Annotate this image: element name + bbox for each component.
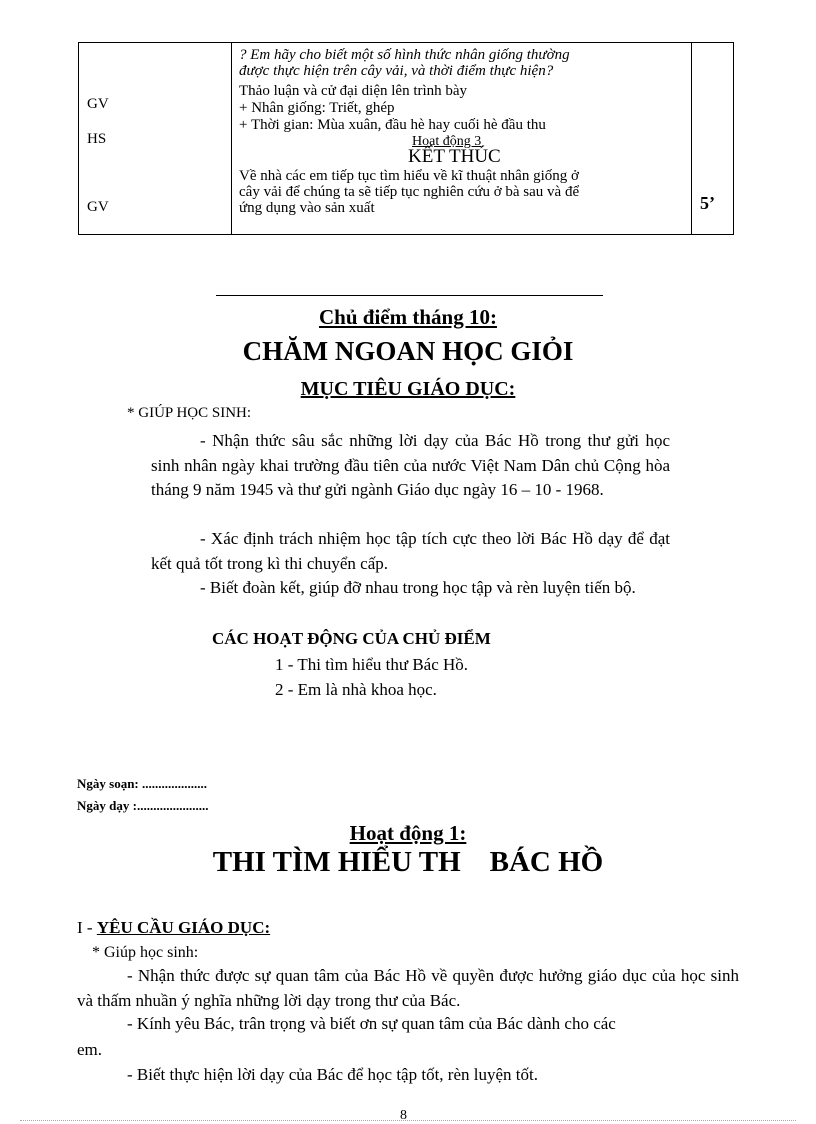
requirements-prefix: I - xyxy=(77,918,97,937)
help-students-label-2: * Giúp học sinh: xyxy=(92,944,199,961)
role-column xyxy=(79,43,232,235)
help-students-label: * GIÚP HỌC SINH: xyxy=(127,405,252,421)
time-column xyxy=(692,43,734,235)
activity-3-label: Hoạt động 3 xyxy=(412,134,482,149)
requirements-heading xyxy=(77,918,270,938)
discuss-line: Thảo luận và cử đại diện lên trình bày xyxy=(239,83,468,99)
requirements-title: YÊU CẦU GIÁO DỤC: xyxy=(96,918,271,937)
theme-heading: Chủ điểm tháng 10: xyxy=(319,305,497,329)
role-gv-1: GV xyxy=(87,96,109,112)
goal-2: - Xác định trách nhiệm học tập tích cực theo lời Bác Hồ dạy để đạt kết quả tốt trong kì thi chuyển cấp. xyxy=(151,529,670,573)
role-gv-2: GV xyxy=(87,199,109,215)
answer-line-1: + Nhân giống: Triết, ghép xyxy=(239,100,395,116)
homework-line-2: cây vải để chúng ta sẽ tiếp tục nghiên cứu ở bà sau và để xyxy=(239,184,580,200)
answer-line-2: + Thời gian: Mùa xuân, đầu hè hay cuối hè đầu thu xyxy=(239,117,546,133)
footer-divider xyxy=(20,1120,796,1121)
requirement-2-line-1: - Kính yêu Bác, trân trọng và biết ơn sự quan tâm của Bác dành cho các xyxy=(127,1014,616,1033)
homework-line-3: ứng dụng vào sản xuất xyxy=(239,200,375,216)
activities-heading: CÁC HOẠT ĐỘNG CỦA CHỦ ĐIỂM xyxy=(212,629,491,648)
role-hs: HS xyxy=(87,131,107,147)
goals-heading: MỤC TIÊU GIÁO DỤC: xyxy=(300,378,516,400)
page-number: 8 xyxy=(400,1108,407,1123)
goal-1: - Nhận thức sâu sắc những lời dạy của Bác Hồ trong thư gửi học sinh nhân ngày khai trường đầu tiên của nước Việt Nam Dân chủ Cộng hòa tháng 9 năm 1945 và thư gửi ngành Giáo dục ngày 16 – 10 - 1968. xyxy=(151,431,670,499)
goal-3: - Biết đoàn kết, giúp đỡ nhau trong học tập và rèn luyện tiến bộ. xyxy=(200,578,636,597)
requirement-1 xyxy=(77,964,739,1013)
activity-1-label: Hoạt động 1: xyxy=(349,821,467,845)
date-prepared: Ngày soạn: .................... xyxy=(77,776,208,791)
time-value: 5’ xyxy=(700,193,715,213)
content-column xyxy=(232,43,692,235)
date-taught: Ngày dạy :...................... xyxy=(77,798,209,813)
divider-line xyxy=(216,295,603,296)
activity-3-title: KẾT THÚC xyxy=(408,146,501,167)
homework-line-1: Về nhà các em tiếp tục tìm hiểu về kĩ thuật nhân giống ở xyxy=(239,168,579,184)
activity-item-2: 2 - Em là nhà khoa học. xyxy=(275,680,437,699)
activity-item-1: 1 - Thi tìm hiểu thư Bác Hồ. xyxy=(275,655,469,674)
activity-1-title: THI TÌM HIỂU TH BÁC HỒ xyxy=(212,846,604,878)
requirement-3: - Biết thực hiện lời dạy của Bác để học tập tốt, rèn luyện tốt. xyxy=(127,1065,538,1084)
lesson-table xyxy=(78,42,734,235)
question-line-1: ? Em hãy cho biết một số hình thức nhân giống thường xyxy=(239,47,570,63)
requirement-2-line-2: em. xyxy=(77,1040,103,1059)
requirement-1-text: - Nhận thức được sự quan tâm của Bác Hồ về quyền được hưởng giáo dục của học sinh và thấm nhuần ý nghĩa những lời dạy trong thư của Bác. xyxy=(77,966,739,1010)
theme-title: CHĂM NGOAN HỌC GIỎI xyxy=(242,336,574,366)
question-line-2: được thực hiện trên cây vải, và thời điểm thực hiện? xyxy=(239,63,554,79)
